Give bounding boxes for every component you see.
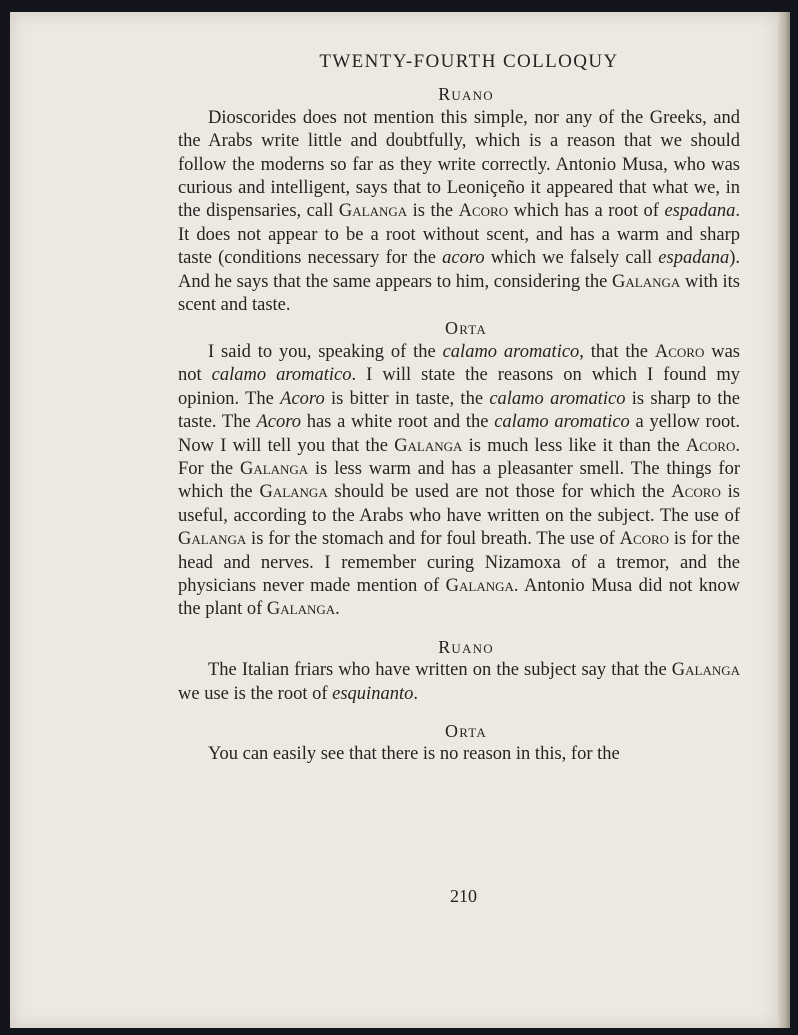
speaker-heading: Ruano — [438, 84, 494, 105]
speaker-heading: Orta — [445, 720, 487, 741]
paragraph: I said to you, speaking of the calamo aromatico, that the Acoro was not calamo aromatico. I will state the reasons on which I found my opinion. The Acoro is bitter in taste, the calamo aromatico is sharp to the taste. The Acoro has a white root and the calamo aromatico a yellow root. Now I will tell you that the Galanga is much less like it than the Acoro. For the Galanga is less warm and has a pleasanter smell. The things for which the Galanga should be used are not those for which the Acoro is useful, according to the Arabs who have written on the subject. The use of Galanga is for the stomach and for foul breath. The use of Acoro is for the head and nerves. I remember curing Nizamoxa of a tremor, and the physicians never made mention of Galanga. Antonio Musa did not know the plant of Galanga. — [178, 341, 741, 620]
page-number: 210 — [450, 886, 477, 906]
speaker-heading: Orta — [445, 318, 487, 339]
paragraph: The Italian friars who have written on the subject say that the Galanga we use is the root of esquinanto. — [178, 660, 740, 704]
paragraph: You can easily see that there is no reason in this, for the — [208, 744, 620, 765]
speaker-heading: Ruano — [438, 636, 494, 657]
running-head: TWENTY-FOURTH COLLOQUY — [319, 51, 619, 72]
page-text — [178, 50, 740, 767]
paragraph: Dioscorides does not mention this simple, nor any of the Greeks, and the Arabs write little and doubtfully, which is a reason that we should follow the moderns so far as they write correctly. Antonio Musa, who was curious and intelligent, says that to Leoniçeño it appeared that what we, in the dispensaries, call Galanga is the Acoro which has a root of espadana. It does not appear to be a root without scent, and has a warm and sharp taste (conditions necessary for the acoro which we falsely call espadana). And he says that the same appears to him, considering the Galanga with its scent and taste. — [178, 107, 740, 316]
page-edge — [778, 12, 790, 1028]
